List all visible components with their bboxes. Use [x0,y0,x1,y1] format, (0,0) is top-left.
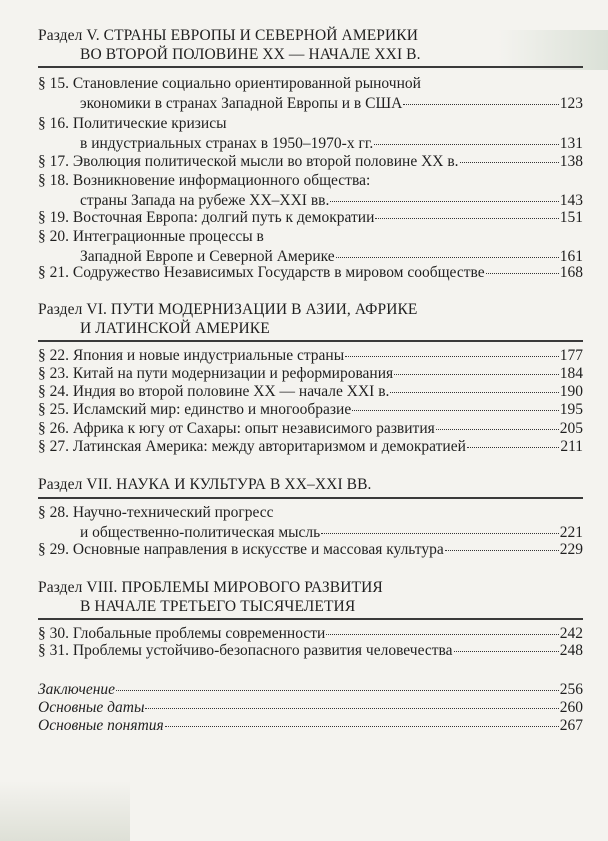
toc-entry-concepts[interactable]: Основные понятия 267 [38,717,583,734]
toc-entry-31[interactable]: § 31. Проблемы устойчиво-безопасного развития человечества 248 [38,642,583,659]
toc-entry-28[interactable]: § 28. Научно-технический прогресс и общественно-политическая мысль 221 [38,504,583,541]
page-number: 184 [559,365,583,382]
toc-entry-18[interactable]: § 18. Возникновение информационного общества: страны Запада на рубеже XX–XXI вв. 143 [38,172,583,209]
page-number: 177 [559,347,583,364]
section-rule [38,618,583,620]
page-number: 242 [559,625,583,642]
page-number: 211 [560,438,583,455]
toc-entry-21[interactable]: § 21. Содружество Независимых Государств в мировом сообществе 168 [38,264,583,281]
toc-entry-19[interactable]: § 19. Восточная Европа: долгий путь к демократии 151 [38,209,583,226]
page-number: 161 [559,248,583,265]
page-number: 151 [559,209,583,226]
section-title-vii [38,475,583,494]
section-rule [38,497,583,499]
toc-entry-dates[interactable]: Основные даты 260 [38,699,583,716]
page-number: 123 [559,95,583,112]
section-title-line2: И ЛАТИНСКОЙ АМЕРИКЕ [80,320,270,337]
toc-entry-17[interactable]: § 17. Эволюция политической мысли во второй половине ХХ в. 138 [38,153,583,170]
toc-entry-30[interactable]: § 30. Глобальные проблемы современности 242 [38,625,583,642]
page-number: 221 [559,524,583,541]
page-number: 267 [559,717,583,734]
section-rule [38,340,583,342]
page-number: 131 [559,135,583,152]
section-title-line1: Раздел VIII. ПРОБЛЕМЫ МИРОВОГО РАЗВИТИЯ [38,579,383,596]
section-title-vi [38,300,583,338]
section-title-line1: Раздел V. СТРАНЫ ЕВРОПЫ И СЕВЕРНОЙ АМЕРИКИ [38,27,419,44]
toc-entry-20[interactable]: § 20. Интеграционные процессы в Западной Европе и Северной Америке 161 [38,228,583,265]
page-corner-shade [0,781,130,841]
section-title-line1: Раздел VII. НАУКА И КУЛЬТУРА В XX–XXI ВВ. [38,476,372,493]
page-number: 190 [559,383,583,400]
section-title-line2: ВО ВТОРОЙ ПОЛОВИНЕ ХХ — НАЧАЛЕ XXI В. [80,46,421,63]
page-number: 195 [559,401,583,418]
toc-entry-23[interactable]: § 23. Китай на пути модернизации и реформирования 184 [38,365,583,382]
page-number: 205 [559,420,583,437]
toc-entry-22[interactable]: § 22. Япония и новые индустриальные страны 177 [38,347,583,364]
toc-entry-27[interactable]: § 27. Латинская Америка: между авторитаризмом и демократией 211 [38,438,583,455]
page-number: 138 [559,153,583,170]
page-number: 256 [559,681,583,698]
section-title-v [38,26,583,64]
toc-entry-conclusion[interactable]: Заключение 256 [38,681,583,698]
toc-entry-29[interactable]: § 29. Основные направления в искусстве и массовая культура 229 [38,541,583,558]
toc-entry-15[interactable]: § 15. Становление социально ориентированной рыночной экономики в странах Западной Европы и в США 123 [38,75,583,112]
page-number: 229 [559,541,583,558]
toc-entry-24[interactable]: § 24. Индия во второй половине XX — начале XXI в. 190 [38,383,583,400]
section-title-line2: В НАЧАЛЕ ТРЕТЬЕГО ТЫСЯЧЕЛЕТИЯ [80,598,356,615]
toc-entry-25[interactable]: § 25. Исламский мир: единство и многообразие 195 [38,401,583,418]
toc-entry-26[interactable]: § 26. Африка к югу от Сахары: опыт независимого развития 205 [38,420,583,437]
section-rule [38,66,583,68]
page-number: 143 [559,192,583,209]
page-number: 168 [559,264,583,281]
section-title-viii [38,578,583,616]
page-number: 260 [559,699,583,716]
section-title-line1: Раздел VI. ПУТИ МОДЕРНИЗАЦИИ В АЗИИ, АФРИКЕ [38,301,418,318]
toc-entry-16[interactable]: § 16. Политические кризисы в индустриальных странах в 1950–1970-х гг. 131 [38,115,583,152]
page-number: 248 [559,642,583,659]
